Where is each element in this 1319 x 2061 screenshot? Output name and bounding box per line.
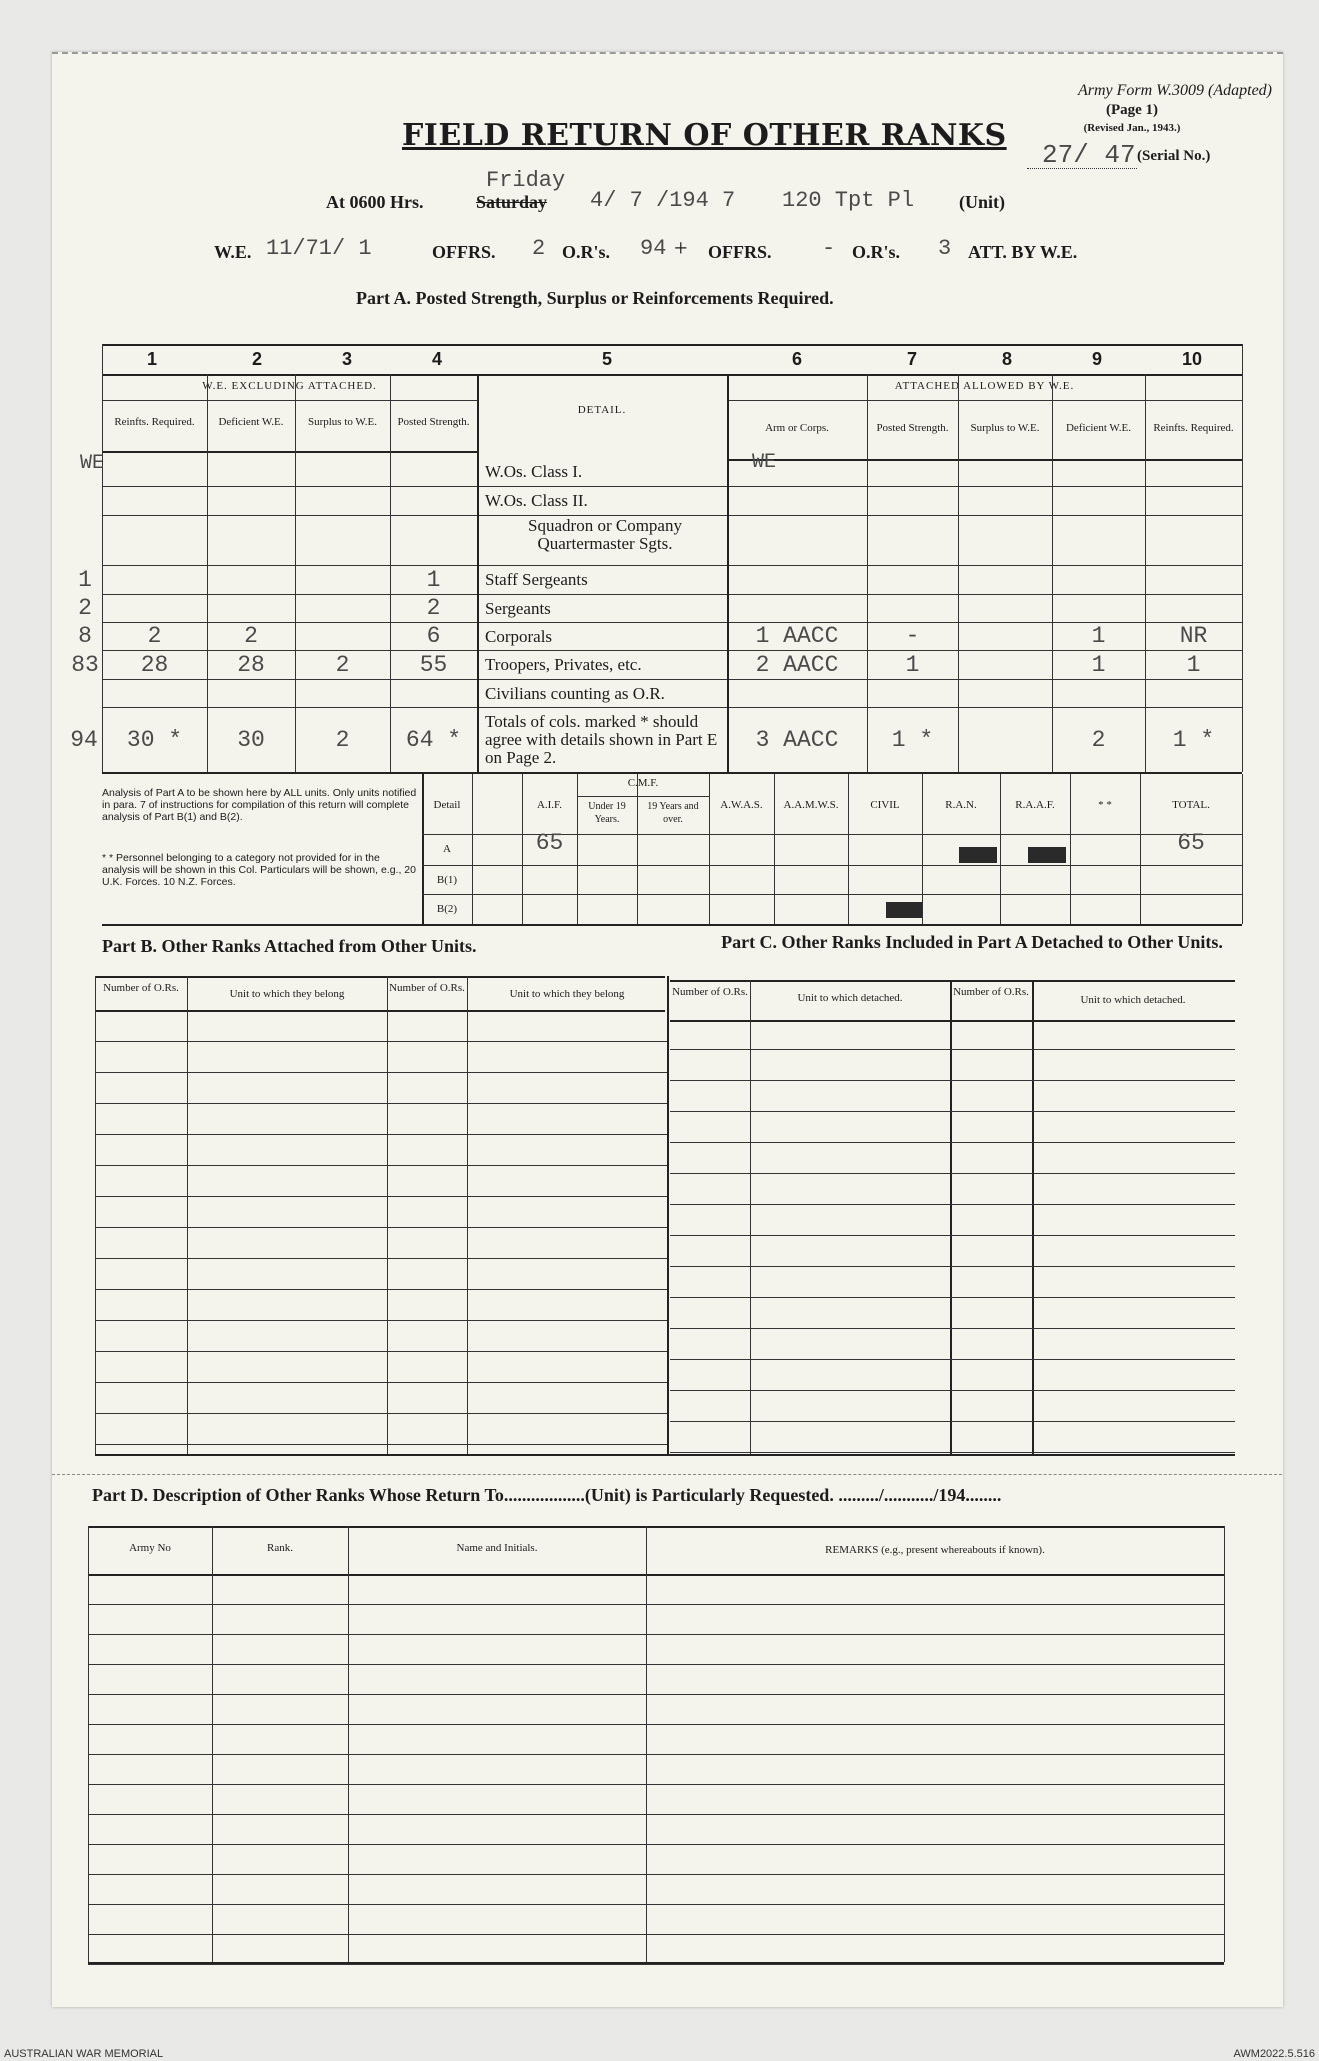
- detail-row-label: Staff Sergeants: [485, 570, 588, 589]
- part-b-row-rule: [95, 1103, 667, 1104]
- column-rule: [727, 374, 729, 772]
- posted-strength: 1: [426, 566, 441, 593]
- column-number-3: 3: [341, 349, 352, 369]
- part-b-row-rule: [95, 1444, 667, 1445]
- part-b-row-rule: [95, 1072, 667, 1073]
- margin-count: 2: [78, 595, 92, 621]
- right-column-header: Surplus to W.E.: [970, 422, 1040, 434]
- part-b-row-rule: [95, 1258, 667, 1259]
- part-c-top-rule: [670, 980, 1235, 982]
- analysis-column-rule: [774, 774, 775, 924]
- ran-header: R.A.N.: [945, 799, 977, 811]
- total-row-a-value: 65: [1177, 830, 1205, 856]
- day-typed: Friday: [486, 168, 566, 193]
- reinforcements-required: 28: [140, 651, 169, 678]
- part-b-top-rule: [95, 976, 665, 978]
- group-rule-right: [727, 400, 1242, 401]
- analysis-column-rule: [1242, 774, 1243, 924]
- row-rule: [102, 594, 1242, 595]
- part-d-column-rule: [646, 1526, 647, 1962]
- part-d-row-rule: [88, 1724, 1224, 1725]
- officers-label: OFFRS.: [432, 242, 496, 262]
- detail-row-label: Civilians counting as O.R.: [485, 684, 665, 703]
- margin-count: 8: [78, 623, 92, 649]
- part-d-row-rule: [88, 1904, 1224, 1905]
- column-rule: [867, 374, 868, 772]
- surplus-we: 2: [335, 651, 350, 678]
- we-value: 11/71/ 1: [266, 236, 372, 261]
- name-initials-header: Name and Initials.: [456, 1542, 538, 1554]
- right-column-header: Arm or Corps.: [765, 422, 829, 434]
- part-d-row-rule: [88, 1604, 1224, 1605]
- part-c-row-rule: [670, 1173, 1235, 1174]
- other-category-header: * *: [1098, 799, 1112, 811]
- column-number-6: 6: [791, 349, 802, 369]
- deficient-we: 28: [237, 651, 265, 678]
- part-d-row-rule: [88, 1844, 1224, 1845]
- column-rule: [207, 374, 208, 772]
- part-c-row-rule: [670, 1421, 1235, 1422]
- part-c-row-rule: [670, 1204, 1235, 1205]
- right-column-header: Deficient W.E.: [1065, 422, 1132, 434]
- total-reinforcements-required: 30 *: [126, 726, 183, 753]
- analysis-column-rule: [1070, 774, 1071, 924]
- raaf-header: R.A.A.F.: [1015, 799, 1055, 811]
- part-c-row-rule: [670, 1049, 1235, 1050]
- part-d-row-rule: [88, 1934, 1224, 1935]
- attached-officers-value: -: [822, 236, 836, 261]
- serial-number-label: (Serial No.): [1137, 148, 1211, 164]
- attached-by-we-label: ATT. BY W.E.: [968, 242, 1078, 262]
- part-c-row-rule: [670, 1390, 1235, 1391]
- part-c-unit-header-2: Unit to which detached.: [1080, 994, 1186, 1006]
- part-b-row-rule: [95, 1320, 667, 1321]
- part-c-row-rule: [670, 1235, 1235, 1236]
- left-column-header: Deficient W.E.: [218, 416, 284, 428]
- part-c-column-rule: [1032, 980, 1034, 1454]
- detail-header: DETAIL.: [577, 404, 627, 416]
- detail-row-label: W.Os. Class II.: [485, 491, 588, 510]
- part-b-unit-header: Unit to which they belong: [229, 988, 345, 1000]
- row-rule: [102, 486, 1242, 487]
- army-number-header: Army No: [129, 1542, 171, 1554]
- redaction-mark: [1028, 847, 1066, 863]
- analysis-note-2: * * Personnel belonging to a category not provided for in the analysis will be shown in this Col. Particulars will be shown, e.g., 20 U.K. Forces. 10 N.Z. Forces.: [102, 852, 416, 888]
- archive-reference: AWM2022.5.516: [1233, 2048, 1315, 2060]
- total-arm-corps: 3 AACC: [755, 726, 839, 753]
- serial-number-value: 27/ 47: [1042, 140, 1136, 170]
- detail-row-label: Troopers, Privates, etc.: [485, 655, 642, 674]
- part-d-row-rule: [88, 1964, 1224, 1965]
- column-number-4: 4: [431, 349, 442, 369]
- part-b-row-rule: [95, 1165, 667, 1166]
- totals-bottom-rule: [102, 772, 1242, 774]
- attached-deficient: 1: [1091, 651, 1106, 678]
- analysis-column-rule: [472, 774, 473, 924]
- part-b-row-rule: [95, 1351, 667, 1352]
- officers-value: 2: [532, 236, 546, 261]
- arm-corps: 2 AACC: [755, 651, 839, 678]
- part-c-row-rule: [670, 1266, 1235, 1267]
- cmf-under-19-header: Under 19 Years.: [588, 801, 626, 825]
- row-rule: [102, 679, 1242, 680]
- arm-corps: WE: [752, 451, 777, 474]
- attached-or-value: 3: [938, 236, 952, 261]
- total-deficient-we: 30: [237, 726, 265, 753]
- archive-credit: AUSTRALIAN WAR MEMORIAL: [4, 2048, 164, 2060]
- part-b-number-header: Number of O.Rs.: [103, 982, 179, 994]
- part-d-row-rule: [88, 1664, 1224, 1665]
- analysis-detail-header: Detail: [433, 799, 461, 811]
- column-rule: [295, 374, 296, 772]
- totals-detail-label: Totals of cols. marked * should agree with details shown in Part E on Page 2.: [485, 712, 718, 767]
- analysis-column-rule: [848, 774, 849, 924]
- table-top-rule: [102, 344, 1242, 346]
- analysis-row-label: A: [443, 843, 451, 855]
- column-number-2: 2: [251, 349, 262, 369]
- column-rule: [1242, 344, 1243, 772]
- total-posted-strength: 64 *: [405, 726, 462, 753]
- part-d-header-rule: [88, 1574, 1224, 1576]
- column-number-9: 9: [1091, 349, 1102, 369]
- right-column-header: Reinfts. Required.: [1153, 422, 1234, 434]
- unit-label: (Unit): [959, 192, 1005, 212]
- analysis-note: Analysis of Part A to be shown here by ALL units. Only units notified in para. 7 of instructions for compilation of this return will complete analysis of Part B(1) and B(2).: [102, 787, 417, 823]
- arm-corps: 1 AACC: [755, 623, 839, 649]
- part-c-column-rule: [950, 980, 952, 1454]
- part-d-column-rule: [88, 1526, 89, 1962]
- analysis-bottom-rule: [102, 924, 1242, 926]
- we-excluding-attached-header: W.E. EXCLUDING ATTACHED.: [202, 380, 377, 392]
- analysis-column-rule: [709, 774, 710, 924]
- column-number-8: 8: [1001, 349, 1012, 369]
- part-c-unit-header: Unit to which detached.: [797, 992, 903, 1004]
- subheader-rule-left: [102, 451, 477, 453]
- part-b-c-bottom-rule: [95, 1454, 1235, 1456]
- part-d-title: Part D. Description of Other Ranks Whose Return To..................(Unit) is Particularly Requested. ........./.........../194........: [92, 1485, 1002, 1505]
- column-number-5: 5: [601, 349, 612, 369]
- detail-row-label: Sergeants: [485, 599, 551, 618]
- part-c-row-rule: [670, 1328, 1235, 1329]
- part-c-title: Part C. Other Ranks Included in Part A Detached to Other Units.: [721, 932, 1223, 952]
- part-d-column-rule: [348, 1526, 349, 1962]
- attached-allowed-header: ATTACHED ALLOWED BY W.E.: [894, 380, 1075, 392]
- attached-posted-strength: 1: [905, 651, 920, 678]
- detail-row-label: Corporals: [485, 627, 553, 646]
- part-b-row-rule: [95, 1227, 667, 1228]
- cmf-over-19-header: 19 Years and over.: [647, 801, 699, 825]
- column-number-1: 1: [146, 349, 157, 369]
- part-d-top-rule: [88, 1526, 1224, 1528]
- analysis-row-rule: [422, 865, 1242, 866]
- other-ranks-value: 94: [640, 236, 667, 261]
- part-d-column-rule: [212, 1526, 213, 1962]
- part-b-row-rule: [95, 1196, 667, 1197]
- part-c-number-header: Number of O.Rs.: [672, 986, 748, 998]
- part-d-row-rule: [88, 1814, 1224, 1815]
- left-column-header: Posted Strength.: [397, 416, 470, 428]
- part-d-bottom-rule: [88, 1962, 1224, 1964]
- part-b-row-rule: [95, 1413, 667, 1414]
- part-b-title: Part B. Other Ranks Attached from Other Units.: [102, 936, 477, 956]
- total-header: TOTAL.: [1172, 799, 1210, 811]
- column-rule: [1052, 374, 1053, 772]
- part-c-row-rule: [670, 1452, 1235, 1453]
- subheader-rule-right: [727, 459, 1242, 461]
- part-c-row-rule: [670, 1111, 1235, 1112]
- total-attached-reinforcements: 1 *: [1172, 726, 1215, 753]
- part-c-row-rule: [670, 1359, 1235, 1360]
- part-c-column-rule: [750, 980, 751, 1454]
- part-c-number-header-2: Number of O.Rs.: [953, 986, 1029, 998]
- part-d-row-rule: [88, 1784, 1224, 1785]
- column-rule: [958, 374, 959, 772]
- part-c-row-rule: [670, 1080, 1235, 1081]
- attached-or-label: O.R's.: [852, 242, 901, 262]
- right-column-header: Posted Strength.: [876, 422, 949, 434]
- attached-reinforcements: 1: [1186, 651, 1201, 678]
- analysis-row-label: B(2): [436, 903, 458, 915]
- analysis-column-rule: [922, 774, 923, 924]
- return-date: 4/ 7 /194 7: [590, 188, 736, 213]
- rank-header: Rank.: [267, 1542, 293, 1554]
- attached-reinforcements: NR: [1179, 623, 1208, 649]
- posted-strength: 2: [426, 595, 441, 621]
- margin-count: 1: [78, 566, 92, 593]
- attached-posted-strength: -: [905, 623, 920, 649]
- total-margin-count: 94: [70, 726, 98, 753]
- part-b-row-rule: [95, 1134, 667, 1135]
- unit-value: 120 Tpt Pl: [782, 188, 915, 213]
- awas-header: A.W.A.S.: [720, 799, 763, 811]
- civil-header: CIVIL: [870, 799, 900, 811]
- column-number-rule: [102, 374, 1242, 376]
- column-rule: [1145, 374, 1146, 772]
- revision-date: (Revised Jan., 1943.): [1083, 122, 1181, 134]
- part-d-row-rule: [88, 1874, 1224, 1875]
- part-b-row-rule: [95, 1041, 667, 1042]
- part-d-row-rule: [88, 1634, 1224, 1635]
- total-surplus-we: 2: [335, 726, 350, 753]
- part-b-header-rule: [95, 1010, 665, 1012]
- detail-row-label: W.Os. Class I.: [485, 462, 583, 481]
- reinforcements-required: 2: [147, 623, 162, 649]
- cmf-rule: [577, 796, 709, 797]
- part-b-number-header-2: Number of O.Rs.: [389, 982, 465, 994]
- analysis-column-rule: [1000, 774, 1001, 924]
- group-rule-left: [102, 400, 477, 401]
- day-struck-out: Saturday: [476, 192, 548, 212]
- column-rule: [102, 344, 103, 772]
- margin-we-note: WE: [80, 452, 105, 475]
- redaction-mark: [959, 847, 997, 863]
- plus-sign: +: [674, 236, 688, 262]
- total-attached-posted: 1 *: [891, 726, 934, 753]
- column-number-7: 7: [906, 349, 917, 369]
- deficient-we: 2: [244, 623, 258, 649]
- total-attached-deficient: 2: [1091, 726, 1106, 753]
- tear-line: [52, 1474, 1283, 1475]
- other-ranks-label: O.R's.: [562, 242, 611, 262]
- form-title: FIELD RETURN OF OTHER RANKS: [402, 118, 1007, 153]
- page-indicator: (Page 1): [1105, 102, 1159, 118]
- we-label: W.E.: [214, 242, 252, 262]
- remarks-header: REMARKS (e.g., present whereabouts if known).: [825, 1544, 1045, 1556]
- form-sheet: [52, 52, 1283, 2007]
- analysis-row-label: B(1): [436, 874, 458, 886]
- part-a-title: Part A. Posted Strength, Surplus or Reinforcements Required.: [356, 288, 834, 308]
- left-column-header: Surplus to W.E.: [307, 416, 378, 428]
- part-c-row-rule: [670, 1142, 1235, 1143]
- cmf-header: C.M.F.: [627, 777, 659, 789]
- detail-row-label: Squadron or Company Quartermaster Sgts.: [528, 516, 682, 553]
- part-d-row-rule: [88, 1694, 1224, 1695]
- part-d-row-rule: [88, 1754, 1224, 1755]
- part-b-row-rule: [95, 1382, 667, 1383]
- row-rule: [102, 565, 1242, 566]
- attached-officers-label: OFFRS.: [708, 242, 772, 262]
- aif-row-a-value: 65: [535, 830, 564, 856]
- posted-strength: 55: [419, 651, 448, 678]
- time-label: At 0600 Hrs.: [326, 192, 424, 212]
- part-c-header-rule: [670, 1020, 1235, 1022]
- part-b-row-rule: [95, 1289, 667, 1290]
- analysis-row-rule: [422, 894, 1242, 895]
- column-number-10: 10: [1181, 349, 1203, 369]
- posted-strength: 6: [426, 623, 441, 649]
- aif-header: A.I.F.: [536, 799, 563, 811]
- army-form-number: Army Form W.3009 (Adapted): [1077, 82, 1272, 99]
- part-c-row-rule: [670, 1297, 1235, 1298]
- left-column-header: Reinfts. Required.: [114, 416, 195, 428]
- row-rule: [102, 707, 1242, 708]
- attached-deficient: 1: [1091, 623, 1106, 649]
- redaction-mark: [886, 902, 922, 918]
- margin-count: 83: [71, 651, 99, 678]
- part-b-unit-header-2: Unit to which they belong: [509, 988, 625, 1000]
- part-d-column-rule: [1224, 1526, 1225, 1962]
- column-rule: [477, 374, 479, 772]
- part-b-column-rule: [667, 976, 669, 1454]
- aamws-header: A.A.M.W.S.: [783, 799, 839, 811]
